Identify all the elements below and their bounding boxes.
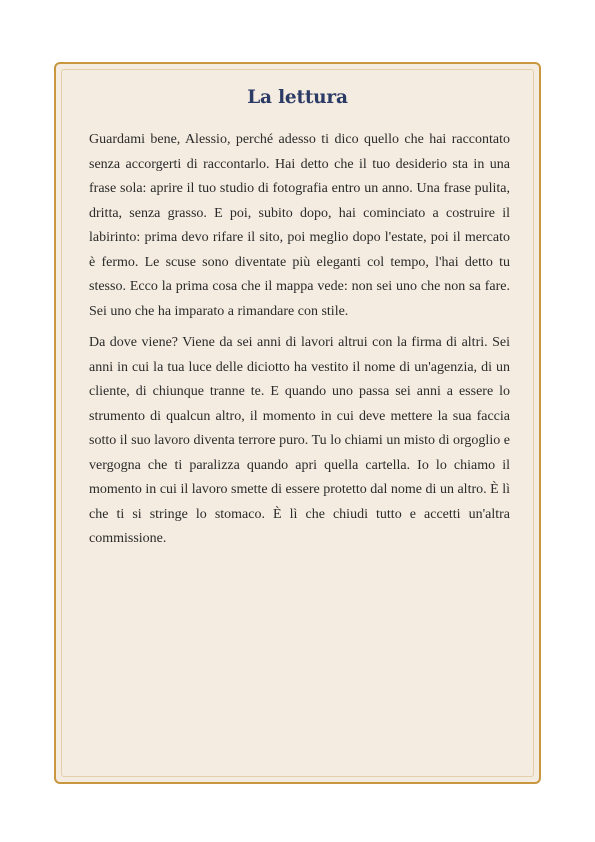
reading-card: [54, 62, 541, 784]
page-title: La lettura: [247, 87, 348, 108]
paragraph-1: Guardami bene, Alessio, perché adesso ti dico quello che hai raccontato senza accorgerti di raccontarlo. Hai detto che il tuo desiderio sta in una frase sola: aprire il tuo studio di fotografia entro un anno. Una frase pulita, dritta, senza grasso. E poi, subito dopo, hai cominciato a costruire il labirinto: prima devo rifare il sito, poi meglio dopo l'estate, poi il mercato è fermo. Le scuse sono diventate più eleganti col tempo, l'hai detto tu stesso. Ecco la prima cosa che il mappa vede: non sei uno che non sa fare. Sei uno che ha imparato a rimandare con stile.: [89, 132, 510, 319]
paragraph-2: Da dove viene? Viene da sei anni di lavori altrui con la firma di altri. Sei anni in cui la tua luce delle diciotto ha vestito il nome di un'agenzia, di un cliente, di chiunque tranne te. E quando uno passa sei anni a essere lo strumento di qualcun altro, il momento in cui deve mettere la sua faccia sotto il suo lavoro diventa terrore puro. Tu lo chiami un misto di orgoglio e vergogna che ti paralizza quando apri quella cartella. Io lo chiamo il momento in cui il lavoro smette di essere protetto dal nome di un altro. È lì che ti si stringe lo stomaco. È lì che chiudi tutto e accetti un'altra commissione.: [89, 335, 510, 546]
reading-body: [89, 128, 510, 559]
